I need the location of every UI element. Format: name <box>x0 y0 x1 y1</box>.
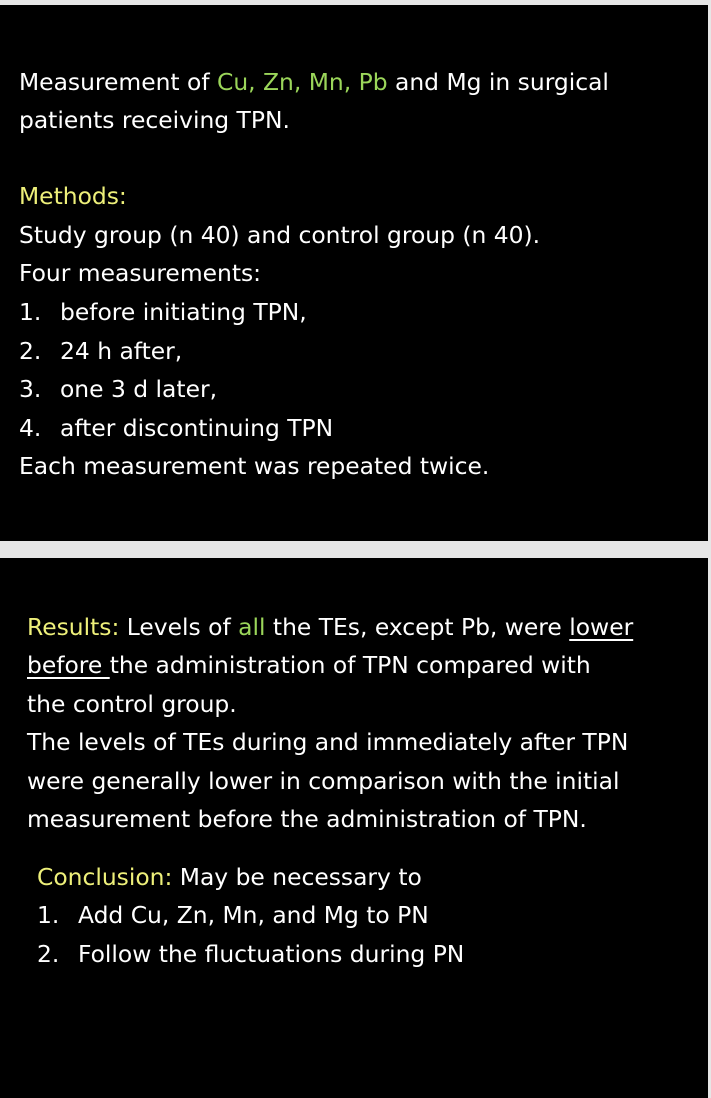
results-line-3: the control group. <box>27 690 237 718</box>
results-text: Levels of <box>119 613 239 641</box>
list-text: before initiating TPN, <box>60 298 307 326</box>
title-elements-highlight: Cu, Zn, Mn, Pb <box>217 68 388 96</box>
list-text: one 3 d later, <box>60 375 218 404</box>
results-label: Results: <box>27 613 120 641</box>
list-item <box>37 896 464 935</box>
groups-text: Study group (n 40) and control group (n 40). <box>19 221 541 249</box>
measurements-intro: Four measurements: <box>19 259 262 287</box>
conclusion-list <box>37 896 464 973</box>
results-line-4: The levels of TEs during and immediately after TPN <box>27 728 629 756</box>
title-line-1 <box>19 63 609 102</box>
list-number: 3. <box>19 375 42 404</box>
results-text: the administration of TPN compared with <box>109 651 591 679</box>
title-line-2: patients receiving TPN. <box>19 106 290 134</box>
list-item <box>37 935 464 974</box>
results-text: the TEs, except Pb, were <box>265 613 570 641</box>
list-number: 1. <box>37 901 60 929</box>
list-item <box>19 332 333 371</box>
list-text: Add Cu, Zn, Mn, and Mg to PN <box>78 901 429 929</box>
list-text: after discontinuing TPN <box>60 413 334 442</box>
results-line-5: were generally lower in comparison with the initial <box>27 767 620 795</box>
list-number: 2. <box>19 336 42 365</box>
all-highlight: all <box>238 613 266 641</box>
conclusion-text: May be necessary to <box>172 863 422 891</box>
list-text: Follow the fluctuations during PN <box>78 939 465 968</box>
title-suffix: and Mg in surgical <box>387 68 609 96</box>
methods-label: Methods: <box>19 182 127 210</box>
repeat-note: Each measurement was repeated twice. <box>19 452 490 480</box>
lower-underlined: lower <box>569 613 634 641</box>
slide-methods <box>0 5 708 541</box>
list-item <box>19 293 333 332</box>
results-line-6: measurement before the administration of TPN. <box>27 805 587 833</box>
title-prefix: Measurement of <box>19 68 217 96</box>
list-item <box>19 409 333 448</box>
conclusion-label: Conclusion: <box>37 863 173 891</box>
measurements-list <box>19 293 333 447</box>
list-number: 1. <box>19 298 42 326</box>
conclusion-line <box>37 858 422 897</box>
list-text: 24 h after, <box>60 336 183 365</box>
slide-results <box>0 558 708 1098</box>
list-number: 2. <box>37 939 60 968</box>
list-item <box>19 370 333 409</box>
list-number: 4. <box>19 413 42 442</box>
results-line-2 <box>27 646 591 685</box>
before-underlined: before <box>27 651 110 679</box>
results-line-1 <box>27 608 633 647</box>
